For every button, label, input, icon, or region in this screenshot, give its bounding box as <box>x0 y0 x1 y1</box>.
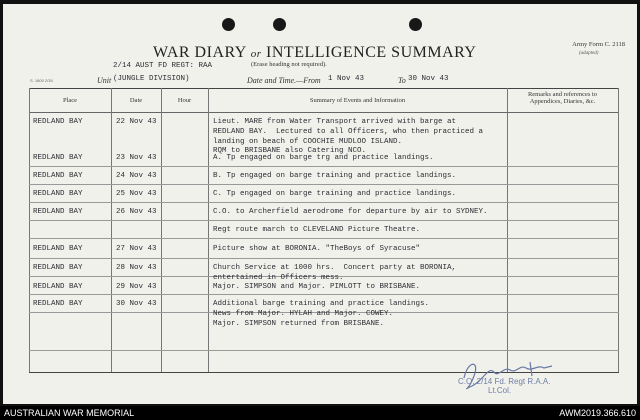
entry-summary: B. Tp engaged on barge training and practice landings. <box>213 172 457 180</box>
column-rule <box>161 88 162 372</box>
entry-date: 30 Nov 43 <box>116 300 157 308</box>
date-time-label: Date and Time.—From <box>247 76 321 85</box>
print-code: S. 1800 2/35 <box>30 78 53 83</box>
entry-place: REDLAND BAY <box>33 208 83 216</box>
column-rule <box>618 88 619 372</box>
entry-summary: C.O. to Archerfield aerodrome for departure by air to SYDNEY. <box>213 208 488 216</box>
entry-summary: Picture show at BORONIA. "TheBoys of Syracuse" <box>213 245 421 253</box>
entry-date: 29 Nov 43 <box>116 283 157 291</box>
entry-date: 24 Nov 43 <box>116 172 157 180</box>
column-header-hour: Hour <box>177 97 192 104</box>
army-form-number: Army Form C. 2118 <box>572 41 625 48</box>
entry-date: 26 Nov 43 <box>116 208 157 216</box>
to-date: 30 Nov 43 <box>408 75 449 83</box>
column-rule <box>507 88 508 372</box>
entry-date: 23 Nov 43 <box>116 154 157 162</box>
row-rule <box>29 294 619 295</box>
entry-date: 28 Nov 43 <box>116 264 157 272</box>
row-rule <box>29 220 619 221</box>
entry-place: REDLAND BAY <box>33 172 83 180</box>
row-rule <box>29 238 619 239</box>
entry-date: 27 Nov 43 <box>116 245 157 253</box>
adapted-note: (adapted) <box>579 51 599 56</box>
erase-note: (Erase heading not required). <box>251 61 327 68</box>
entry-date: 22 Nov 43 <box>116 118 157 126</box>
column-rule <box>29 88 30 372</box>
column-rule <box>111 88 112 372</box>
entry-place: REDLAND BAY <box>33 118 83 126</box>
row-rule <box>29 258 619 259</box>
unit-stamp: C.O. 2/14 Fd. Regt R.A.A. Lt.Col. <box>458 377 551 395</box>
column-rule <box>208 88 209 372</box>
unit-value-line2: (JUNGLE DIVISION) <box>113 75 190 83</box>
from-date: 1 Nov 43 <box>328 75 365 83</box>
column-header-date: Date <box>129 97 143 104</box>
diary-sheet <box>3 4 637 404</box>
entry-place: REDLAND BAY <box>33 190 83 198</box>
row-rule <box>29 202 619 203</box>
entry-summary: Major. SIMPSON and Major. PIMLOTT to BRISBANE. <box>213 283 421 291</box>
entry-place: REDLAND BAY <box>33 245 83 253</box>
table-header-rule <box>29 112 619 113</box>
entry-date: 25 Nov 43 <box>116 190 157 198</box>
punch-hole <box>409 18 422 31</box>
table-top-rule <box>29 88 619 89</box>
archive-id: AWM2019.366.610 <box>559 408 636 418</box>
column-header-summary: Summary of Events and Information <box>309 97 406 104</box>
unit-label: Unit <box>97 76 112 85</box>
row-rule <box>29 184 619 185</box>
row-rule <box>29 166 619 167</box>
form-title: WAR DIARY or INTELLIGENCE SUMMARY <box>153 44 477 61</box>
column-header-place: Place <box>62 97 78 104</box>
entry-summary: Lieut. MARE from Water Transport arrived with barge at REDLAND BAY. Lectured to all Officers, who then practiced a landing on beach of COOCHIE MUDLOO ISLAND. RQM to BRISBANE also Catering NCO. <box>213 118 484 156</box>
entry-summary: Regt route march to CLEVELAND Picture Theatre. <box>213 226 421 234</box>
punch-hole <box>222 18 235 31</box>
unit-value-line1: 2/14 AUST FD REGT: RAA <box>113 62 213 70</box>
entry-summary: A. Tp engaged on barge trg and practice landings. <box>213 154 434 162</box>
entry-place: REDLAND BAY <box>33 264 83 272</box>
row-rule <box>29 350 619 351</box>
entry-summary: Church Service at 1000 hrs. Concert party at BORONIA, entertained in Officers mess. <box>213 264 457 282</box>
entry-summary: C. Tp engaged on barge training and practice landings. <box>213 190 457 198</box>
entry-place: REDLAND BAY <box>33 154 83 162</box>
punch-hole <box>273 18 286 31</box>
column-header-remarks: Remarks and references to Appendices, Diaries, &c. <box>527 91 598 105</box>
entry-place: REDLAND BAY <box>33 300 83 308</box>
to-label: To <box>398 76 406 85</box>
archive-footer <box>0 406 640 420</box>
entry-place: REDLAND BAY <box>33 283 83 291</box>
entry-summary: Additional barge training and practice landings. News from Major. HYLAH and Major. COWEY. Major. SIMPSON returned from BRISBANE. <box>213 300 430 328</box>
archive-name: AUSTRALIAN WAR MEMORIAL <box>4 408 135 418</box>
